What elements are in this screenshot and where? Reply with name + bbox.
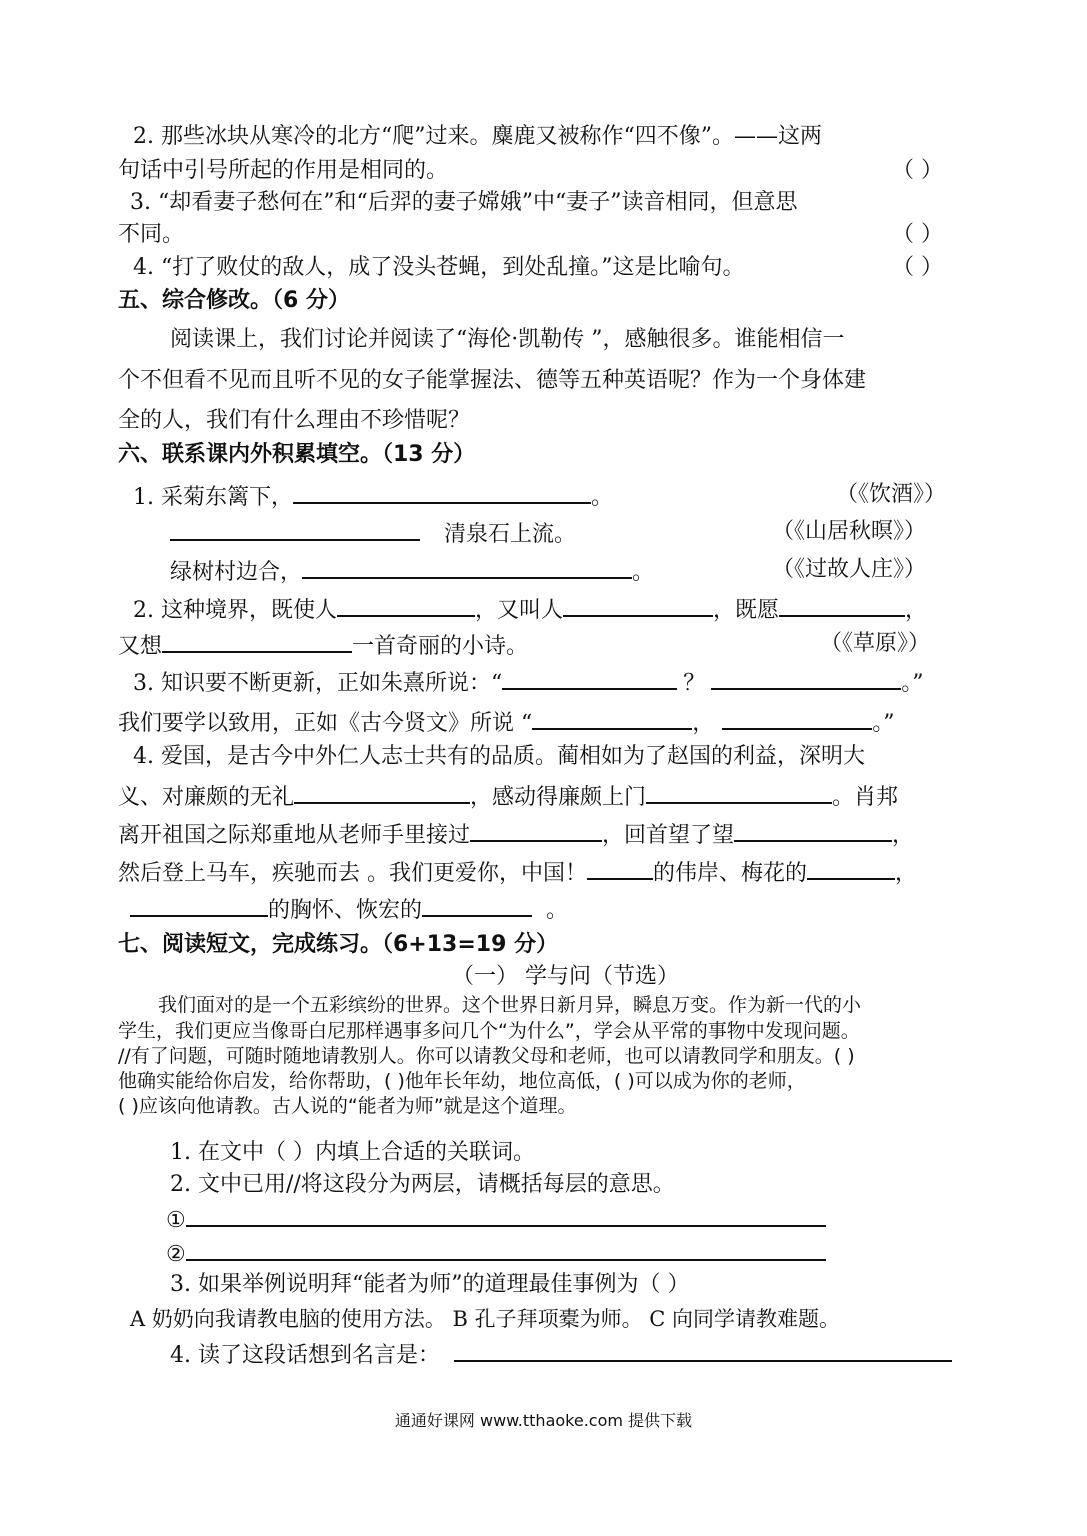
exercise-q2: 2. 文中已用//将这段分为两层，请概括每层的意思。: [170, 1172, 675, 1197]
blank-patriot5[interactable]: [587, 856, 653, 880]
sec5-para-line2: 个不但看不见而且听不见的女子能掌握法、德等五种英语呢？作为一个身体建: [118, 368, 867, 393]
q2-answer-paren[interactable]: （ ）: [892, 158, 943, 183]
exercise-q4: [170, 1338, 952, 1371]
section7-title: 七、阅读短文，完成练习。（6+13=19 分）: [118, 932, 559, 957]
patriot-line-1: 4. 爱国，是古今中外仁人志士共有的品质。蔺相如为了赵国的利益，深明大: [133, 744, 865, 769]
section5-title: 五、综合修改。（6 分）: [118, 288, 350, 313]
blank-grass2[interactable]: [563, 593, 713, 617]
grassland-source: （《草原》）: [820, 631, 931, 656]
passage-line-4: 他确实能给你启发，给你帮助，( )他年长年幼，地位高低，( )可以成为你的老师，: [118, 1070, 806, 1092]
blank-patriot1[interactable]: [294, 780, 470, 804]
blank-grass3[interactable]: [779, 593, 905, 617]
blank-patriot3[interactable]: [470, 818, 602, 842]
grassland-text-b: ，又叫人: [474, 598, 563, 623]
blank-layer1[interactable]: [186, 1203, 826, 1227]
answer-line-2: [166, 1237, 826, 1270]
patriot-text-c2: ，回首望了望: [602, 823, 735, 848]
blank-patriot2[interactable]: [646, 780, 832, 804]
blank-grass1[interactable]: [337, 593, 475, 617]
patriot-text-b1: 义、对廉颇的无礼: [118, 785, 295, 810]
patriot-line-3: [118, 818, 914, 851]
poem1-end: 。: [590, 485, 613, 510]
patriot-line-2: [118, 780, 898, 813]
passage-line-2: 学生，我们更应当像哥白尼那样遇事多问几个“为什么”，学会从平常的事物中发现问题。: [118, 1020, 860, 1042]
poem-line-3: [170, 555, 654, 588]
passage-line-1: 我们面对的是一个五彩缤纷的世界。这个世界日新月异，瞬息万变。作为新一代的小: [158, 994, 862, 1016]
patriot-text-c3: ，: [892, 823, 915, 848]
answer-line-1: [166, 1203, 826, 1236]
exercise-q3-options: A 奶奶向我请教电脑的使用方法。 B 孔子拜项橐为师。 C 向同学请教难题。: [130, 1307, 841, 1331]
blank-layer2[interactable]: [186, 1237, 826, 1261]
sec5-para-line1: 阅读课上，我们讨论并阅读了“海伦·凯勒传 ”，感触很多。谁能相信一: [170, 327, 845, 352]
section6-title: 六、联系课内外积累填空。（13 分）: [118, 442, 476, 467]
grassland-text-a: 2. 这种境界，既使人: [133, 598, 337, 623]
patriot-text-d3: ，: [895, 861, 918, 886]
blank-patriot7[interactable]: [130, 893, 268, 917]
exercise-q1: 1. 在文中（ ）内填上合适的关联词。: [170, 1140, 535, 1165]
blank-patriot8[interactable]: [422, 893, 532, 917]
patriot-line-4: [118, 856, 917, 889]
poem2-text: 清泉石上流。: [444, 522, 577, 547]
q2-line1: 2. 那些冰块从寒冷的北方“爬”过来。麋鹿又被称作“四不像”。——这两: [133, 124, 822, 149]
blank-zhuxi1[interactable]: [502, 666, 677, 690]
circle-num-1: ①: [166, 1208, 186, 1233]
patriot-line-5: [130, 893, 568, 926]
passage-line-3: //有了问题，可随时随地请教别人。你可以请教父母和老师，也可以请教同学和朋友。( ): [118, 1045, 855, 1067]
zhuxi-text-a: 3. 知识要不断更新，正如朱熹所说：“: [133, 671, 503, 696]
exercise-q3: 3. 如果举例说明拜“能者为师”的道理最佳事例为（ ）: [170, 1272, 690, 1297]
grassland-text-e: 又想: [118, 634, 163, 659]
poem3-text: 绿树村边合，: [170, 560, 303, 585]
q3-line1: 3. “却看妻子愁何在”和“后羿的妻子嫦娥”中“妻子”读音相同，但意思: [130, 190, 798, 215]
grassland-text-c: ，既愿: [713, 598, 780, 623]
blank-patriot4[interactable]: [734, 818, 892, 842]
zhuxi-line: [133, 666, 924, 699]
grassland-line-1: [133, 593, 927, 626]
poem-line-1: [133, 480, 613, 513]
q3-line2: 不同。: [118, 222, 185, 247]
patriot-text-d1: 然后登上马车，疾驰而去 。我们更爱你，中国！: [118, 861, 587, 886]
q3-answer-paren[interactable]: （ ）: [892, 222, 943, 247]
poem1-text: 1. 采菊东篱下，: [133, 485, 293, 510]
xianwen-text-c: 。”: [872, 711, 895, 736]
q2-line2: 句话中引号所起的作用是相同的。: [118, 158, 449, 183]
blank-grass4[interactable]: [162, 629, 352, 653]
page-footer: 通通好课网 www.tthaoke.com 提供下载: [394, 1411, 693, 1430]
circle-num-2: ②: [166, 1242, 186, 1267]
blank-motto[interactable]: [454, 1338, 952, 1362]
xianwen-text-a: 我们要学以致用，正如《古今贤文》所说 “: [118, 711, 533, 736]
blank-patriot6[interactable]: [807, 856, 895, 880]
passage-line-5: ( )应该向他请教。古人说的“能者为师”就是这个道理。: [118, 1095, 577, 1117]
poem3-source: （《过故人庄》）: [772, 557, 927, 582]
patriot-text-e1: 的胸怀、恢宏的: [268, 898, 423, 923]
poem2-source: （《山居秋暝》）: [772, 519, 927, 544]
patriot-text-d2: 的伟岸、梅花的: [653, 861, 808, 886]
passage-subtitle: （一） 学与问（节选）: [452, 964, 679, 989]
grassland-line-2: [118, 629, 528, 662]
patriot-text-b3: 。肖邦: [832, 785, 899, 810]
sec5-para-line3: 全的人，我们有什么理由不珍惜呢？: [118, 408, 471, 433]
grassland-text-d: ，: [905, 598, 928, 623]
patriot-text-e2: 。: [546, 898, 569, 923]
blank-poem3[interactable]: [302, 555, 632, 579]
blank-poem2[interactable]: [170, 517, 420, 541]
blank-xianwen1[interactable]: [532, 706, 692, 730]
poem-line-2: [170, 517, 576, 550]
q4-answer-paren[interactable]: （ ）: [892, 255, 943, 280]
poem1-source: （《饮酒》）: [836, 482, 947, 507]
xianwen-text-b: ，: [692, 711, 715, 736]
blank-xianwen2[interactable]: [722, 706, 872, 730]
q4-line: 4. “打了败仗的敌人，成了没头苍蝇，到处乱撞。”这是比喻句。: [133, 255, 745, 280]
poem3-end: 。: [632, 560, 655, 585]
patriot-text-c1: 离开祖国之际郑重地从老师手里接过: [118, 823, 471, 848]
xianwen-line: [118, 706, 895, 739]
blank-zhuxi2[interactable]: [711, 666, 901, 690]
blank-poem1[interactable]: [293, 480, 591, 504]
exercise-q4-text: 4. 读了这段话想到名言是：: [170, 1343, 440, 1368]
zhuxi-text-c: 。”: [901, 671, 924, 696]
zhuxi-text-b: ？: [683, 671, 706, 696]
grassland-text-f: 一首奇丽的小诗。: [352, 634, 529, 659]
patriot-text-b2: ，感动得廉颇上门: [470, 785, 647, 810]
